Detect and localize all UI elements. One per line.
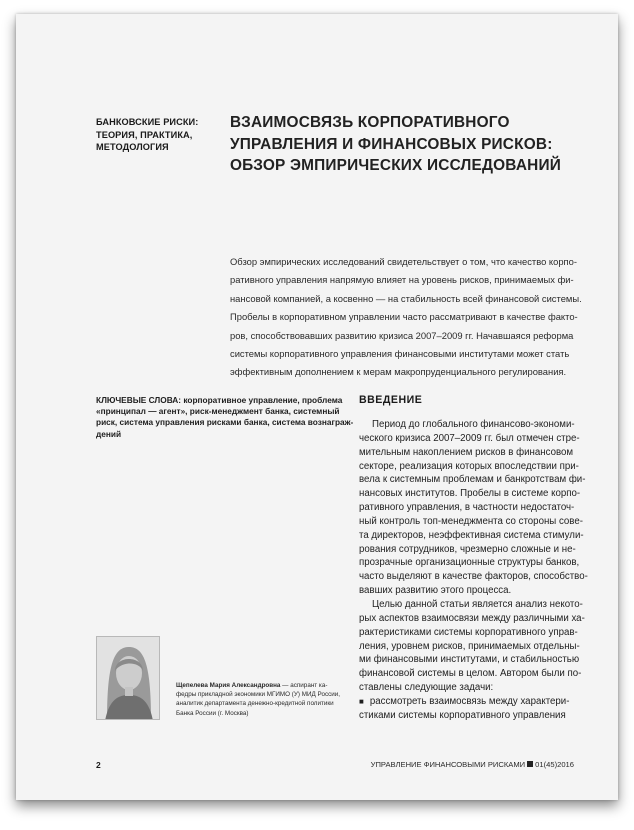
- author-portrait-icon: [97, 637, 160, 720]
- running-footer: [371, 760, 574, 769]
- body-line: рых аспектов взаимосвязи между различными ха-: [359, 612, 585, 624]
- bullet-text: рассмотреть взаимосвязь между характери-: [369, 695, 570, 707]
- author-photo: [96, 636, 160, 720]
- body-line: прозрачные организационные структуры банков,: [359, 557, 580, 569]
- author-line: Банка России (г. Москва): [176, 709, 249, 717]
- author-name: Щепелева Мария Александровна: [176, 682, 281, 689]
- abstract-line: эффективным дополнением к мерам макропруденциального регулирования.: [230, 366, 567, 378]
- author-line: аналитик департамента денежно-кредитной политики: [176, 700, 334, 708]
- bullet-list-item: [359, 695, 604, 709]
- journal-page: [16, 14, 618, 800]
- journal-name: УПРАВЛЕНИЕ ФИНАНСОВЫМИ РИСКАМИ: [370, 760, 526, 769]
- abstract-line: ративного управления напрямую влияет на уровень рисков, принимаемых фи-: [230, 274, 574, 286]
- page-number: 2: [96, 760, 101, 770]
- abstract-line: Обзор эмпирических исследований свидетельствует о том, что качество корпо-: [230, 256, 577, 267]
- title-line: ВЗАИМОСВЯЗЬ КОРПОРАТИВНОГО: [230, 114, 510, 131]
- keywords-line: «принципал — агент», риск-менеджмент банка, системный: [96, 406, 340, 417]
- body-line: финансовой системы в целом. Автором были по-: [359, 668, 582, 680]
- title-line: УПРАВЛЕНИЯ И ФИНАНСОВЫХ РИСКОВ:: [230, 135, 553, 153]
- body-line: та директоров, неэффективная система стимули-: [359, 529, 584, 541]
- keywords-label: КЛЮЧЕВЫЕ СЛОВА:: [96, 395, 182, 405]
- article-title: [230, 112, 590, 177]
- body-line: ративного управления, в частности недостаточ-: [359, 502, 575, 514]
- body-line: нансовых институтов. Пробелы в системе корпо-: [359, 488, 581, 500]
- body-line: мительным накоплением рисков в финансовом: [359, 446, 574, 458]
- body-line: ления, уровнем рисков, принимаемых отдельны-: [359, 640, 580, 652]
- abstract-line: системы корпоративного управления финансовыми институтами может стать: [230, 348, 570, 360]
- article-abstract: [230, 253, 602, 382]
- abstract-line: ров, способствовавших развитию кризиса 2007–2009 гг. Начавшаяся реформа: [230, 329, 574, 341]
- body-line: ный контроль топ-менеджмента со стороны сове-: [359, 515, 583, 527]
- keywords-block: [96, 395, 354, 440]
- body-line: рования сотрудников, чрезмерно сложные и не-: [359, 543, 576, 555]
- keywords-line: дений: [96, 428, 122, 439]
- author-line-first: [176, 681, 351, 690]
- body-line: вавших развитию этого процесса.: [359, 585, 512, 597]
- body-line: стиками системы корпоративного управления: [359, 709, 566, 721]
- body-line: ческого кризиса 2007–2009 гг. был отмечен стре-: [359, 432, 580, 444]
- abstract-line: Пробелы в корпоративном управлении часто рассматривают в качестве факто-: [230, 311, 578, 323]
- body-line: ставлены следующие задачи:: [359, 682, 494, 694]
- abstract-line: нансовой компанией, а косвенно — на стабильность всей финансовой системы.: [230, 292, 582, 304]
- section-heading: ВВЕДЕНИЕ: [359, 394, 423, 406]
- separator-square-icon: [527, 761, 533, 767]
- body-line: секторе, реализация которых впоследствии при-: [359, 460, 579, 472]
- keywords-line: риск, система управления рисками банка, система вознаграж-: [96, 417, 354, 428]
- article-body: [359, 418, 604, 723]
- body-line: рактеристиками системы корпоративного управ-: [359, 626, 578, 638]
- author-line: федры прикладной экономики МГИМО (У) МИД России,: [176, 691, 341, 699]
- body-line: Период до глобального финансово-экономи-: [372, 419, 575, 430]
- body-line: вела к системным проблемам и банкротствам фи-: [359, 474, 586, 486]
- author-title: — аспирант ка-: [280, 682, 328, 689]
- rubric-line: БАНКОВСКИЕ РИСКИ:: [96, 117, 199, 127]
- title-line: ОБЗОР ЭМПИРИЧЕСКИХ ИССЛЕДОВАНИЙ: [230, 157, 562, 174]
- journal-issue: 01(45)2016: [535, 760, 574, 769]
- body-line: ми финансовыми институтами, и стабильностью: [359, 654, 580, 666]
- author-info: [176, 681, 351, 718]
- section-rubric: [96, 116, 206, 154]
- rubric-line: ТЕОРИЯ, ПРАКТИКА,: [96, 129, 193, 140]
- keywords-line-first: [96, 395, 343, 406]
- rubric-line: МЕТОДОЛОГИЯ: [96, 142, 169, 152]
- body-line: Целью данной статьи является анализ некото-: [372, 598, 583, 610]
- keywords-text: корпоративное управление, проблема: [181, 395, 343, 405]
- body-line: часто выделяют в качестве факторов, способство-: [359, 571, 588, 583]
